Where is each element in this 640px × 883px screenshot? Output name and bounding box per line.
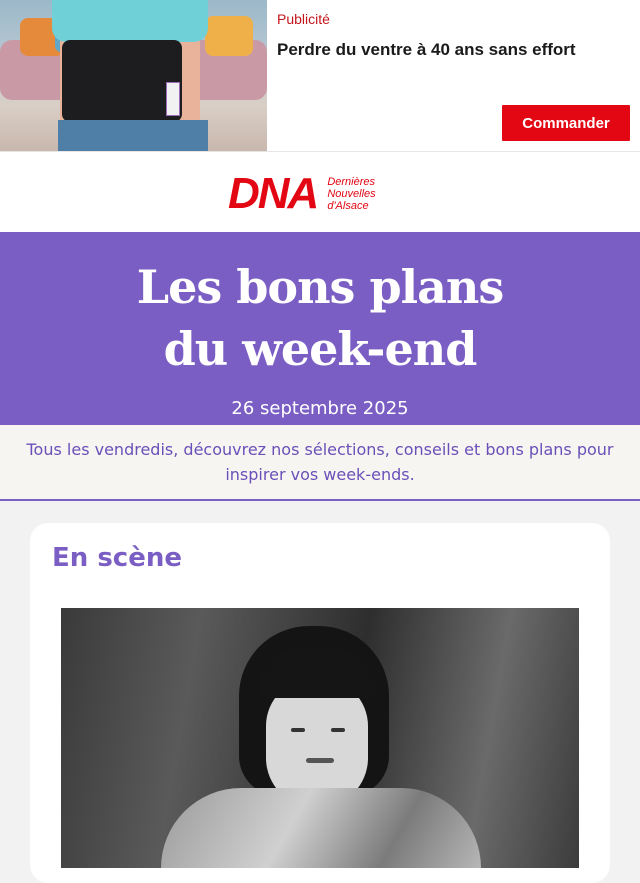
photo-eye-shape — [331, 728, 345, 732]
dna-logo[interactable] — [228, 169, 376, 218]
section-card — [30, 523, 610, 883]
ad-belt-shape — [62, 40, 182, 122]
logo-subtitle — [327, 176, 375, 212]
section-photo[interactable] — [61, 608, 579, 868]
hero-title-line: Les bons plans — [136, 260, 504, 314]
order-button[interactable]: Commander — [502, 105, 630, 141]
photo-eye-shape — [291, 728, 305, 732]
logo-band — [0, 152, 640, 232]
photo-coat-shape — [161, 788, 481, 868]
ad-jeans-shape — [58, 120, 208, 151]
ad-banner[interactable] — [0, 0, 640, 152]
section-heading: En scène — [52, 543, 182, 573]
hero-title-line: du week-end — [163, 322, 477, 376]
photo-mouth-shape — [306, 758, 334, 763]
ad-belt-tag-shape — [166, 82, 180, 116]
ad-shirt-shape — [52, 0, 208, 42]
ad-image[interactable] — [0, 0, 267, 151]
hero-banner — [0, 232, 640, 425]
logo-subtitle-line: Nouvelles — [327, 188, 376, 200]
ad-title[interactable]: Perdre du ventre à 40 ans sans effort — [277, 40, 576, 59]
ad-pillow-shape — [205, 16, 253, 56]
photo-bangs-shape — [259, 648, 377, 698]
hero-title — [0, 256, 640, 380]
intro-text: Tous les vendredis, découvrez nos sélections, conseils et bons plans pour inspirer vos week-ends. — [0, 425, 640, 501]
logo-subtitle-line: Dernières — [327, 176, 376, 188]
logo-subtitle-line: d'Alsace — [327, 200, 369, 212]
hero-date: 26 septembre 2025 — [231, 398, 409, 419]
ad-label: Publicité — [277, 11, 330, 27]
logo-mark: DNA — [228, 169, 318, 218]
